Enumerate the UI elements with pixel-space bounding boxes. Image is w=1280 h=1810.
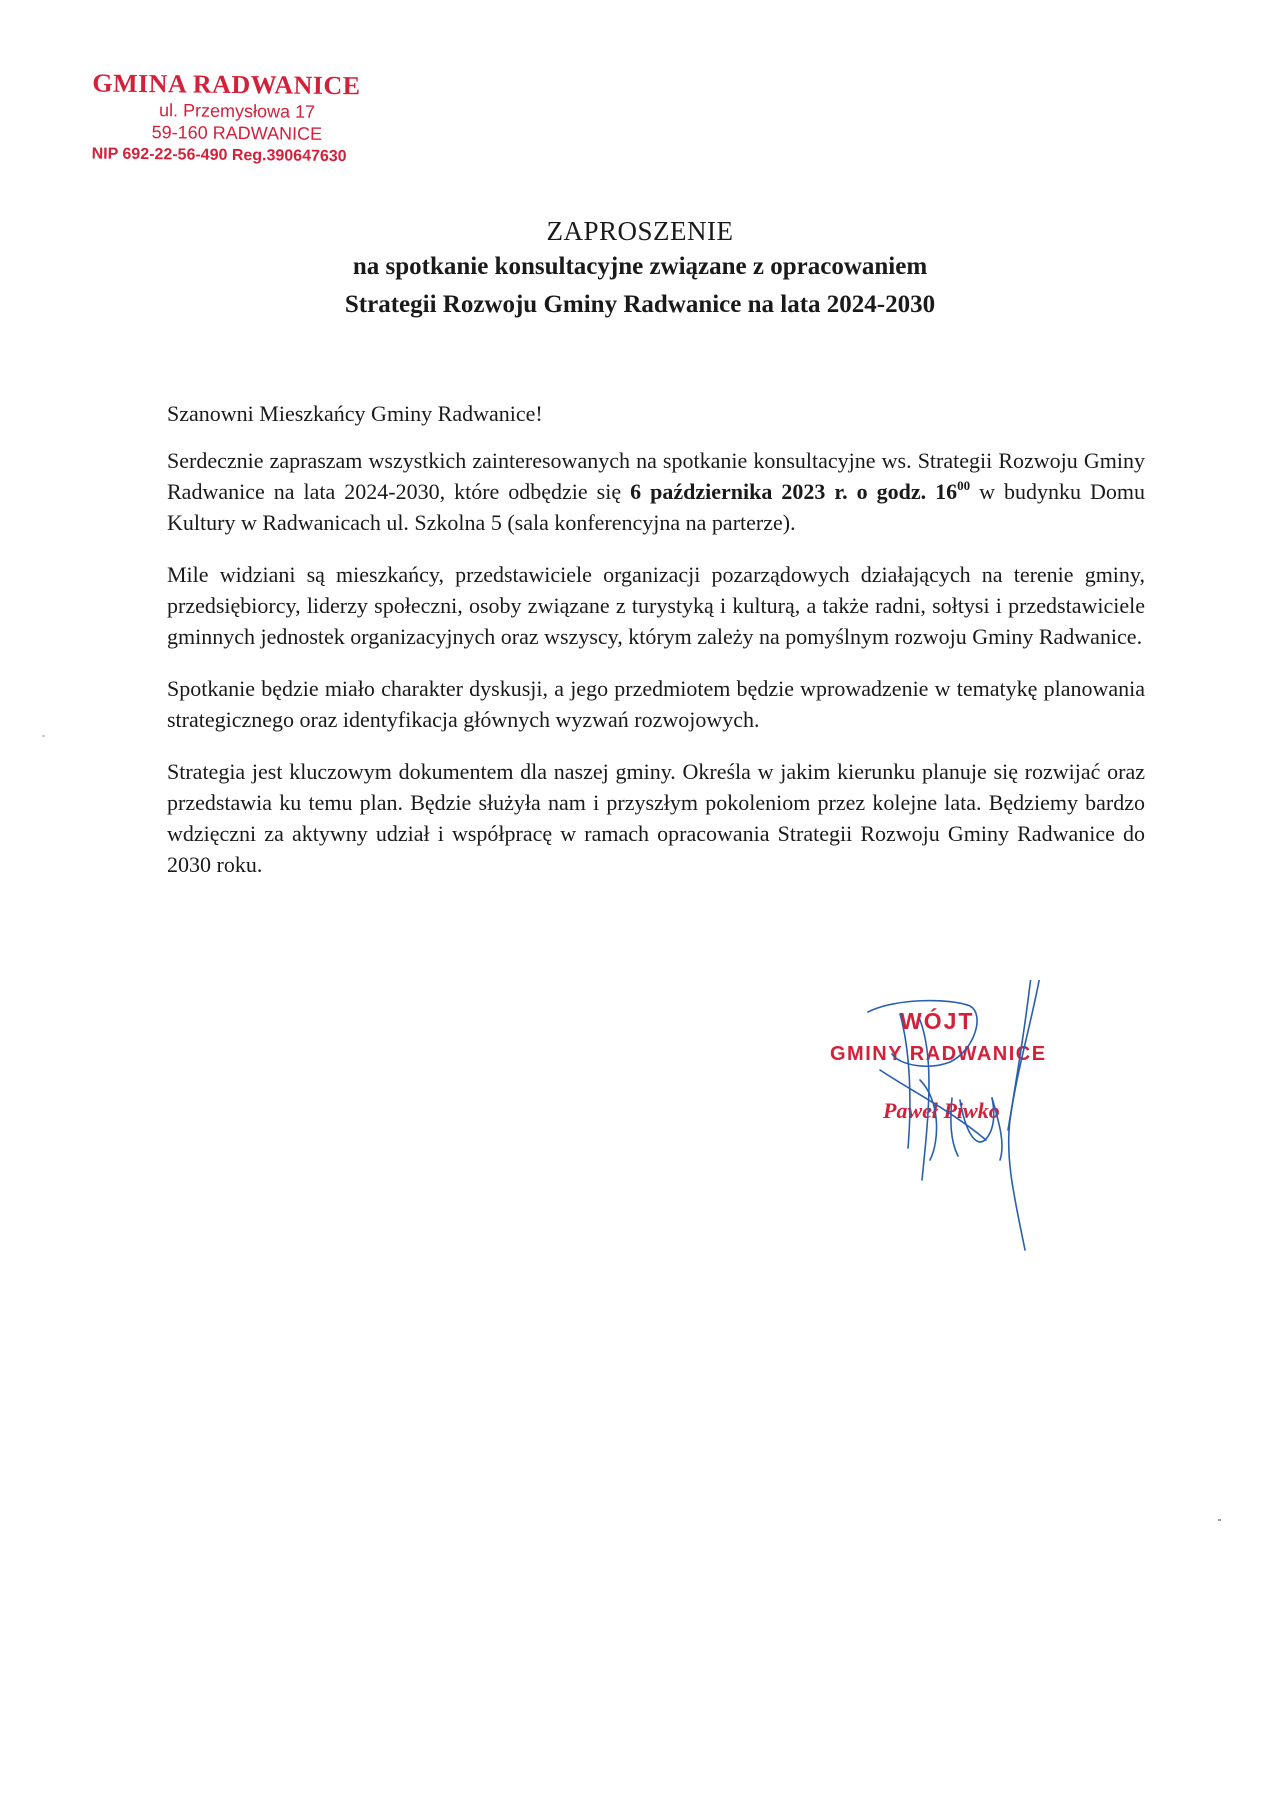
invitation-text: Serdecznie zapraszam wszystkich zainteresowanych na spotkanie konsultacyjne ws. Strategii Rozwoju Gminy Radwanice na lata 2024-2030, które odbędzie się [167,448,1145,504]
document-title [0,214,1280,324]
paragraph-invitation [167,445,1145,538]
title-main: ZAPROSZENIE [546,216,734,246]
event-date-time: 6 października 2023 r. o godz. 16 [630,479,958,504]
signature-stamp-office: GMINY RADWANICE [830,1043,1047,1065]
letterhead-stamp [91,68,382,169]
scan-speck [42,735,45,737]
event-time-minutes: 00 [957,478,971,493]
letter-body [167,398,1145,901]
stamp-postal: 59-160 RADWANICE [151,122,323,144]
signature-stamp-person: Paweł Piwko [883,1098,1000,1123]
title-subtitle-line2: Strategii Rozwoju Gminy Radwanice na lata 2024-2030 [344,291,936,318]
paragraph-audience: Mile widziani są mieszkańcy, przedstawiciele organizacji pozarządowych działających na terenie gminy, przedsiębiorcy, liderzy społeczni, osoby związane z turystyką i kulturą, a także radni, sołtysi i przedstawiciele gminnych jednostek organizacyjnych oraz wszyscy, którym zależy na pomyślnym rozwoju Gminy Radwanice. [167,562,1145,649]
greeting: Szanowni Mieszkańcy Gminy Radwanice! [167,401,543,426]
handwritten-signature [800,980,1160,1280]
paragraph-strategy: Strategia jest kluczowym dokumentem dla naszej gminy. Określa w jakim kierunku planuje się rozwijać oraz przedstawia ku temu plan. Będzie służyła nam i przyszłym pokoleniom przez kolejne lata. Będziemy bardzo wdzięczni za aktywny udział i współpracę w ramach opracowania Strategii Rozwoju Gminy Radwanice do 2030 roku. [167,759,1145,877]
stamp-street: ul. Przemysłowa 17 [158,100,316,122]
paragraph-format: Spotkanie będzie miało charakter dyskusji, a jego przedmiotem będzie wprowadzenie w tematykę planowania strategicznego oraz identyfikacja głównych wyzwań rozwojowych. [167,676,1145,732]
scan-speck [1218,1519,1221,1521]
signature-icon [800,980,1160,1280]
stamp-ids: NIP 692-22-56-490 Reg.390647630 [91,145,347,166]
invitation-location: w budynku Domu Kultury w Radwanicach ul. Szkolna 5 (sala konferencyjna na parterze). [167,479,1145,535]
title-subtitle-line1: na spotkanie konsultacyjne związane z opracowaniem [352,253,928,280]
stamp-org-name: GMINA RADWANICE [92,68,361,101]
signature-stamp-role: WÓJT [900,1008,975,1034]
